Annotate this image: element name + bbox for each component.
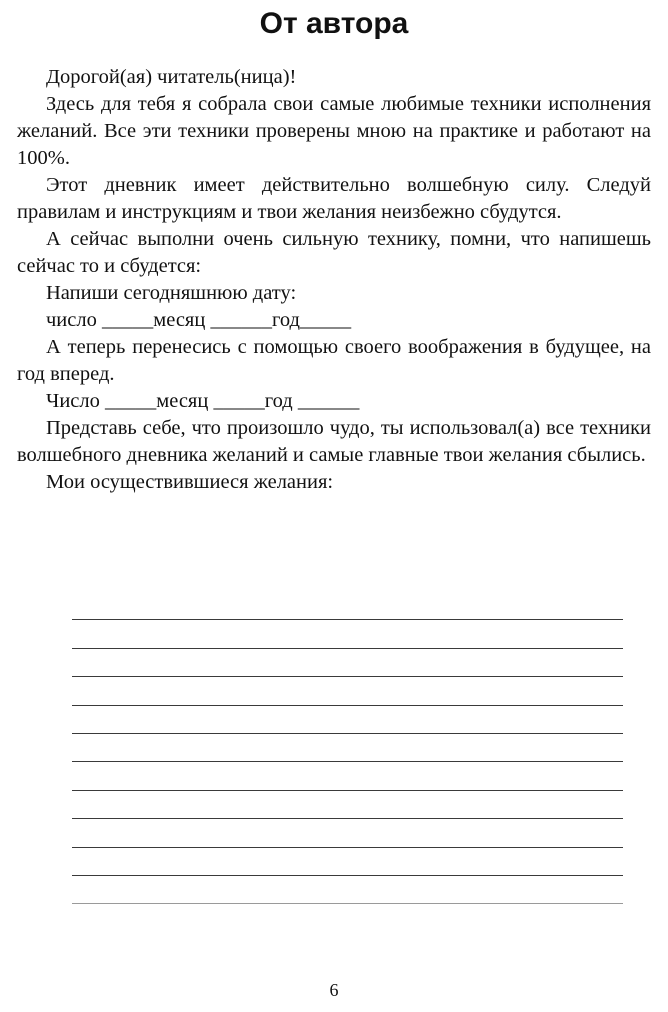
diary-power-paragraph: Этот дневник имеет действительно волшебную силу. Следуй правилам и инструкциям и твои желания неизбежно сбудутся. (17, 174, 651, 223)
today-date-fields: число _____месяц ______год_____ (46, 309, 352, 331)
wishes-writing-area[interactable] (72, 592, 623, 904)
page-number: 6 (329, 980, 339, 1000)
writing-line[interactable] (72, 819, 623, 847)
future-prompt: А теперь перенесись с помощью своего воображения в будущее, на год вперед. (17, 336, 651, 385)
fulfilled-wishes-label: Мои осуществившиеся желания: (46, 471, 334, 493)
miracle-paragraph: Представь себе, что произошло чудо, ты использовал(а) все техники волшебного дневника желаний и самые главные твои желания сбылись. (17, 417, 651, 466)
body-text (17, 64, 651, 496)
writing-line[interactable] (72, 791, 623, 819)
intro-paragraph: Здесь для тебя я собрала свои самые любимые техники исполнения желаний. Все эти техники проверены мною на практике и работают на 100%. (17, 93, 651, 169)
writing-line[interactable] (72, 706, 623, 734)
writing-line[interactable] (72, 649, 623, 677)
writing-line[interactable] (72, 876, 623, 904)
greeting-paragraph: Дорогой(ая) читатель(ница)! (46, 66, 297, 88)
page-title: От автора (259, 7, 409, 40)
writing-line[interactable] (72, 734, 623, 762)
today-date-prompt: Напиши сегодняшнюю дату: (46, 282, 297, 304)
technique-paragraph: А сейчас выполни очень сильную технику, помни, что напишешь сейчас то и сбудется: (17, 228, 651, 277)
writing-line[interactable] (72, 620, 623, 648)
writing-line[interactable] (72, 592, 623, 620)
writing-line[interactable] (72, 762, 623, 790)
writing-line[interactable] (72, 848, 623, 876)
writing-line[interactable] (72, 677, 623, 705)
future-date-fields: Число _____месяц _____год ______ (46, 390, 360, 412)
